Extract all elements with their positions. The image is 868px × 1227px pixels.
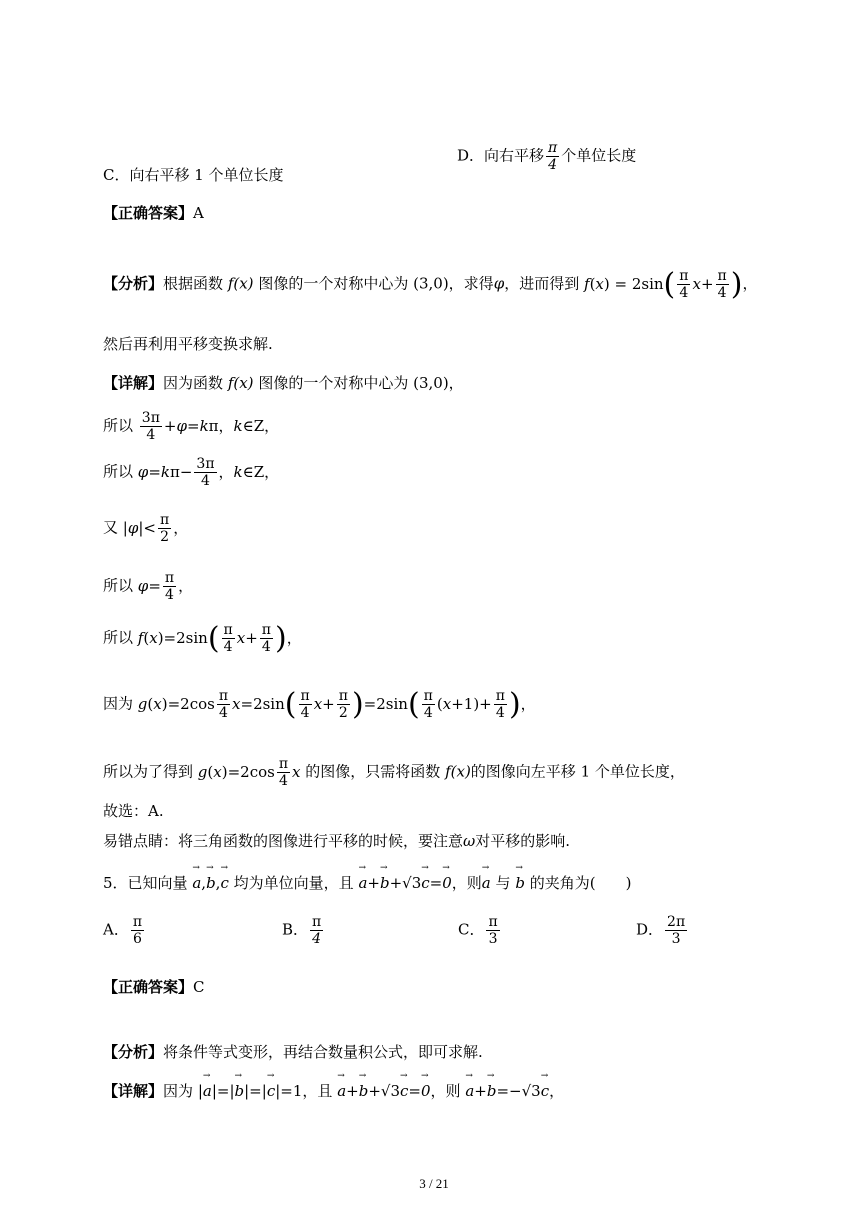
math-fx: f(x): [445, 762, 471, 781]
option-label: D．: [636, 920, 664, 939]
q5-option-c: C． $\frac{\pi}{3}$: [458, 914, 498, 948]
step-3: [103, 512, 188, 545]
option-d: [457, 140, 636, 173]
choose-line: 故选：A.: [103, 802, 164, 820]
stem-mid: 均为单位向量，且: [233, 874, 354, 892]
math-condition: → a+→ b+√3→ c=→ 0: [358, 874, 451, 892]
answer-value: C: [193, 978, 205, 996]
option-d-suffix: 个单位长度: [561, 146, 637, 165]
q5-option-a: A． $\frac{\pi}{6}$: [103, 914, 143, 948]
math-magnitudes: |→ a|=|→ b|=|→ c|=1: [198, 1082, 303, 1100]
suoyi-label: 所以: [103, 416, 134, 435]
step-2: [103, 456, 279, 489]
analysis-q4-line2: 然后再利用平移变换求解.: [103, 335, 273, 353]
analysis-label: 【分析】: [103, 1043, 164, 1061]
math-vectors: → a,→ b,→ c: [192, 874, 229, 892]
detail-label: 【详解】: [103, 374, 164, 392]
q5-option-d: D． $\frac{2\pi}{3}$: [636, 914, 686, 948]
stem-mid: ，则: [451, 874, 482, 892]
math-vec-b: → b: [515, 874, 525, 892]
analysis-text: 根据函数: [163, 274, 224, 293]
weile-prefix: 所以为了得到: [103, 762, 194, 781]
math-step-2: φ=kπ− $\frac{3\pi}{4}$ ，k∈Z，: [137, 456, 280, 490]
math-phi: φ: [493, 274, 505, 293]
option-d-prefix: D．向右平移: [457, 146, 545, 165]
math-condition: → a+→ b+√3→ c=→ 0: [337, 1082, 430, 1100]
answer-q5: [103, 976, 205, 997]
math-center: (3,0): [413, 374, 449, 392]
stem-prefix: 5．已知向量: [103, 874, 188, 892]
option-label: A．: [103, 920, 129, 939]
detail-text: 图像的一个对称中心为: [258, 374, 409, 392]
detail-text: 因为函数: [163, 374, 224, 392]
answer-label: 【正确答案】: [103, 978, 194, 996]
you-label: 又: [103, 518, 119, 537]
answer-label: 【正确答案】: [103, 204, 194, 222]
math-fx: f(x): [227, 274, 254, 293]
option-label: C．: [458, 920, 485, 939]
math-gx: g(x)=2cos $\frac{\pi}{4}$ x: [197, 756, 301, 790]
detail-text: ，: [549, 1082, 565, 1100]
math-fx-formula: f(x) = 2sin( $\frac{\pi}{4}$ x+ $\frac{\pi}{4}$ ): [584, 266, 743, 302]
analysis-q4: [103, 268, 757, 301]
analysis-text: ，求得: [448, 274, 494, 293]
step-5: [103, 622, 302, 655]
answer-q4: [103, 202, 204, 223]
page-number: 3 / 21: [419, 1176, 449, 1191]
weile-suffix: 的图像向左平移 1 个单位长度，: [470, 762, 685, 781]
math-fx: f(x): [227, 374, 254, 392]
step-1: [103, 410, 279, 443]
yinwei-label: 因为: [103, 694, 134, 713]
math-rearranged: → a+→ b=−√3→ c: [465, 1082, 549, 1100]
option-c: C．向右平移 1 个单位长度: [103, 166, 284, 184]
answer-value: A: [193, 204, 204, 222]
step-6: [103, 688, 536, 721]
q5-option-b: B． $\frac{\pi}{4}$: [282, 914, 322, 948]
detail-q5: [103, 1080, 564, 1101]
math-center: (3,0): [413, 274, 449, 293]
weile-mid: 的图像，只需将函数: [305, 762, 441, 781]
analysis-text: 将条件等式变形，再结合数量积公式，即可求解.: [163, 1043, 483, 1061]
analysis-label: 【分析】: [103, 274, 164, 293]
detail-text: 因为: [163, 1082, 194, 1100]
stem-mid: 与: [495, 874, 511, 892]
math-step-1: $\frac{3\pi}{4}$ +φ=kπ，k∈Z，: [141, 410, 280, 444]
math-step-6: g(x)=2cos $\frac{\pi}{4}$ x=2sin( $\frac{\pi}{4}$ x+ $\frac{\pi}{2}$ )=2sin( $\frac{\pi}{4}$ (x+1)+ $\frac{\pi}{4}$ )，: [137, 686, 536, 722]
step-7: [103, 756, 685, 789]
pitfall-prefix: 易错点睛：将三角函数的图像进行平移的时候，要注意: [103, 832, 464, 850]
suoyi-label: 所以: [103, 576, 134, 595]
stem-suffix: 的夹角为( ): [529, 874, 632, 892]
detail-text: ，则: [430, 1082, 461, 1100]
detail-q4: 【详解】因为函数 f(x) 图像的一个对称中心为 (3,0)，: [103, 374, 464, 392]
suoyi-label: 所以: [103, 628, 134, 647]
step-4: [103, 570, 193, 603]
option-d-fraction: $\frac{\pi}{4}$: [548, 140, 558, 174]
math-step-3: |φ|< $\frac{\pi}{2}$ ，: [122, 512, 189, 546]
analysis-text: 图像的一个对称中心为: [258, 274, 409, 293]
analysis-q5: [103, 1041, 483, 1062]
detail-text: ，且: [302, 1082, 333, 1100]
option-label: B．: [282, 920, 309, 939]
math-step-4: φ= $\frac{\pi}{4}$ ，: [137, 570, 194, 604]
analysis-text: ，: [742, 274, 758, 293]
analysis-text: ，进而得到: [504, 274, 580, 293]
math-vec-a: → a: [482, 874, 491, 892]
detail-label: 【详解】: [103, 1082, 164, 1100]
math-omega: ω: [463, 832, 476, 850]
pitfall-line: [103, 830, 570, 851]
pitfall-suffix: 对平移的影响.: [475, 832, 571, 850]
q5-stem: [103, 872, 631, 893]
math-step-5: f(x)=2sin( $\frac{\pi}{4}$ x+ $\frac{\pi}{4}$ )，: [137, 620, 302, 656]
suoyi-label: 所以: [103, 462, 134, 481]
